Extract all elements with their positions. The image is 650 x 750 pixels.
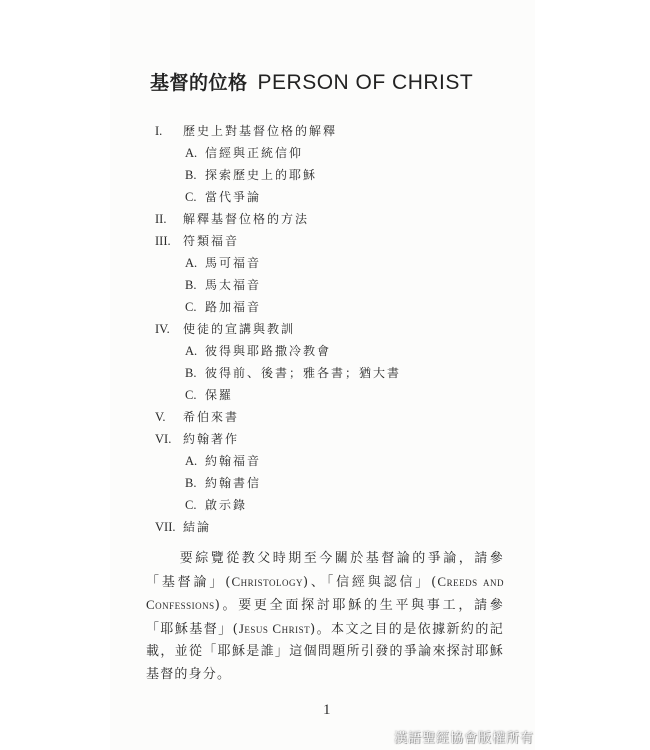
outline-number: C. [185, 498, 197, 512]
outline-text: 保羅 [205, 388, 234, 402]
outline-text: 彼得與耶路撒冷教會 [205, 344, 332, 358]
outline-number: B. [185, 366, 197, 380]
outline-text: 彼得前、後書；雅各書；猶大書 [205, 366, 402, 380]
outline-number: I. [155, 124, 163, 138]
outline-number: III. [155, 234, 171, 248]
outline-text: 信經與正統信仰 [205, 146, 304, 160]
outline-number: B. [185, 278, 197, 292]
term-christology: Christology [231, 573, 303, 589]
para-text: )、「信經與認信」( [303, 574, 438, 590]
outline-text: 當代爭論 [205, 190, 262, 204]
outline-number: IV. [155, 322, 170, 336]
outline-number: A. [185, 146, 198, 160]
copyright-watermark: 漢語聖經協會版權所有 [394, 731, 535, 746]
outline-text: 馬可福音 [205, 256, 262, 270]
term-jesus-christ: Jesus Christ [238, 620, 311, 636]
outline-number: B. [185, 168, 197, 182]
outline-number: C. [185, 300, 197, 314]
outline-text: 探索歷史上的耶穌 [205, 168, 318, 182]
outline-number: VI. [155, 432, 172, 446]
outline-number: A. [185, 454, 198, 468]
title-english: PERSON OF CHRIST [257, 71, 474, 94]
outline-text: 馬太福音 [205, 278, 262, 292]
intro-paragraph [146, 548, 504, 686]
outline-text: 約翰書信 [205, 476, 262, 490]
outline-text: 符類福音 [183, 234, 240, 248]
outline-text: 約翰著作 [183, 432, 240, 446]
para-text: )。本文之目的是依據新約的記載，並從「耶穌是誰」這個問題所引發的爭論來探討耶穌基督的身分。 [146, 621, 504, 682]
outline-text: 使徒的宣講與教訓 [183, 322, 296, 336]
outline-text: 路加福音 [205, 300, 262, 314]
term-creeds: Creeds and Confessions [146, 573, 504, 612]
outline-text: 解釋基督位格的方法 [183, 212, 310, 226]
page-number: 1 [323, 702, 331, 718]
outline-number: V. [155, 410, 166, 424]
outline-text: 啟示錄 [205, 498, 248, 512]
outline-number: B. [185, 476, 197, 490]
outline-text: 歷史上對基督位格的解釋 [183, 124, 338, 138]
outline-number: II. [155, 212, 167, 226]
outline-number: VII. [155, 520, 176, 534]
outline-number: A. [185, 344, 198, 358]
outline-text: 希伯來書 [183, 410, 240, 424]
para-text: 要綜覽從教父時期至今關於基督論的爭論，請參「基督論」( [146, 551, 504, 590]
outline-number: C. [185, 190, 197, 204]
outline-text: 結論 [183, 520, 212, 534]
outline-number: A. [185, 256, 198, 270]
para-text: )。要更全面探討耶穌的生平與事工，請參「耶穌基督」( [146, 598, 504, 637]
title-chinese: 基督的位格 [150, 72, 248, 94]
outline-text: 約翰福音 [205, 454, 262, 468]
page-title [150, 68, 473, 95]
outline-number: C. [185, 388, 197, 402]
